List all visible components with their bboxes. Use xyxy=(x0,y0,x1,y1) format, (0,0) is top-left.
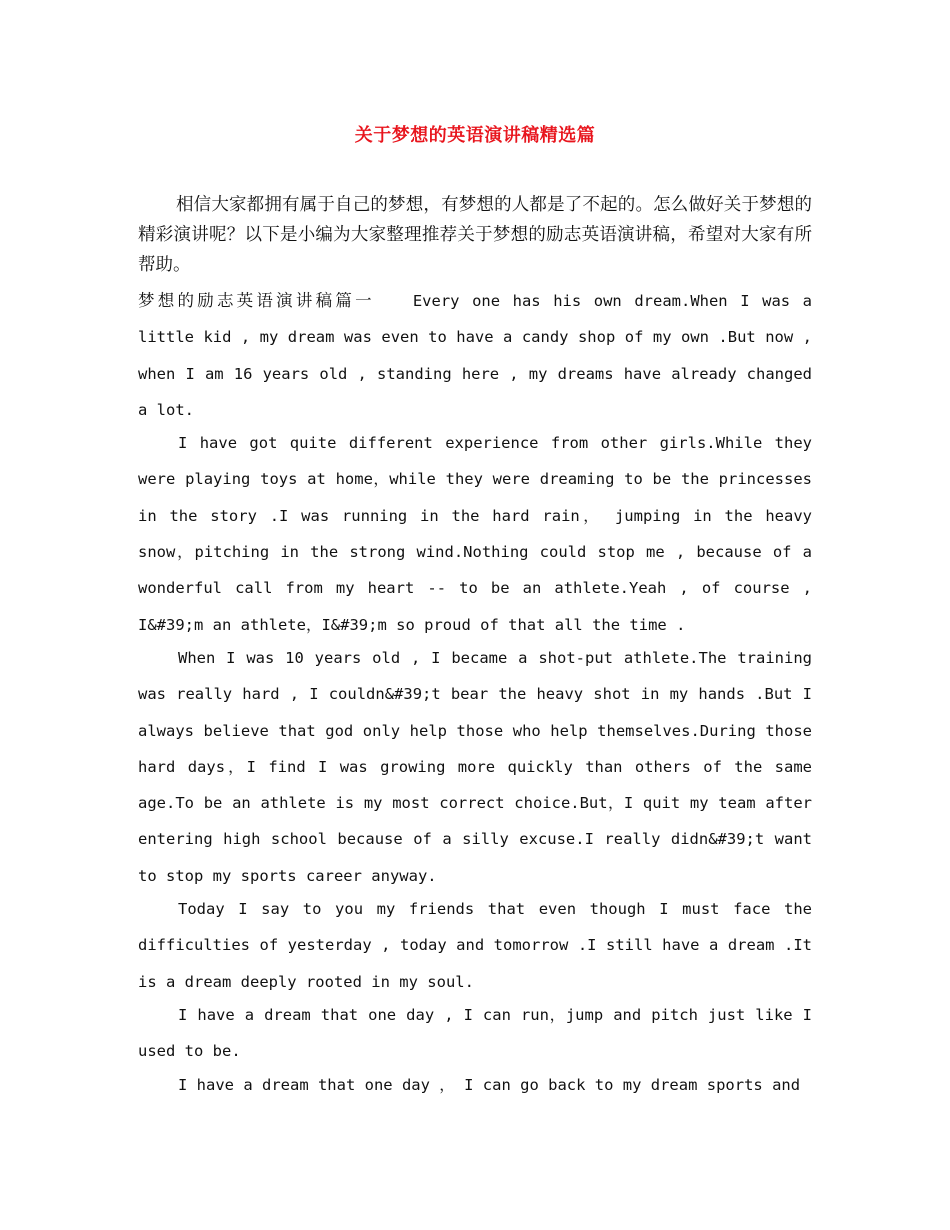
speech-paragraph-1-text: Every one has his own dream.When I was a little kid , my dream was even to have a candy shop of my own .But now , when I am 16 years old , standing here , my dreams have already changed a lot. xyxy=(138,292,813,419)
document-body xyxy=(138,190,812,1100)
speech-paragraph-4: Today I say to you my friends that even though I must face the difficulties of yesterday , today and tomorrow .I still have a dream .It is a dream deeply rooted in my soul. xyxy=(138,900,812,991)
speech-paragraph-3: When I was 10 years old , I became a shot-put athlete.The training was really hard , I couldn&#39;t bear the heavy shot in my hands .But I always believe that god only help those who help themselves.During those hard days，I find I was growing more quickly than others of the same age.To be an athlete is my most correct choice.But，I quit my team after entering high school because of a silly excuse.I really didn&#39;t want to stop my sports career anyway. xyxy=(138,648,812,885)
speech-paragraph-2: I have got quite different experience from other girls.While they were playing toys at home，while they were dreaming to be the princesses in the story .I was running in the hard rain， jumping in the heavy snow，pitching in the strong wind.Nothing could stop me , because of a wonderful call from my heart -- to be an athlete.Yeah , of course , I&#39;m an athlete，I&#39;m so proud of that all the time . xyxy=(138,434,812,634)
speech-paragraph-6: I have a dream that one day ， I can go back to my dream sports and xyxy=(178,1075,801,1094)
intro-paragraph: 相信大家都拥有属于自己的梦想，有梦想的人都是了不起的。怎么做好关于梦想的精彩演讲呢？以下是小编为大家整理推荐关于梦想的励志英语演讲稿，希望对大家有所帮助。 xyxy=(138,195,812,275)
document-title: 关于梦想的英语演讲稿精选篇 xyxy=(354,125,596,146)
speech-paragraph-1 xyxy=(138,283,812,428)
section-heading: 梦想的励志英语演讲稿篇一 xyxy=(138,291,375,310)
speech-paragraph-5: I have a dream that one day , I can run，jump and pitch just like I used to be. xyxy=(138,1005,812,1061)
